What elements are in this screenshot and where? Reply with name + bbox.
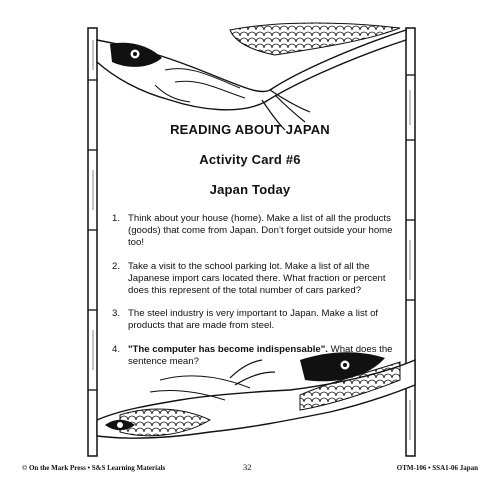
footer-page-number: 32 xyxy=(243,462,252,472)
list-item xyxy=(112,261,397,298)
footer-product-code: OTM-106 • SSA1-06 Japan xyxy=(396,464,478,472)
item-text: The steel industry is very important to Japan. Make a list of products that are made from steel. xyxy=(128,308,379,332)
left-bamboo-pole xyxy=(88,28,97,456)
topic-heading: Japan Today xyxy=(209,182,291,197)
list-item xyxy=(112,308,397,332)
item-number: 3. xyxy=(112,308,121,320)
footer-publisher: © On the Mark Press • S&S Learning Materials xyxy=(22,464,166,472)
item-number: 1. xyxy=(112,213,121,224)
top-carp-streamer xyxy=(97,23,406,130)
item-text: What does the sentence mean? xyxy=(128,343,393,367)
item-number: 2. xyxy=(112,260,121,272)
list-item xyxy=(112,344,397,368)
item-text: Take a visit to the school parking lot. Make a list of all the Japanese import cars located there. What fraction or percent does this represent of the total number of cars parked? xyxy=(128,260,386,297)
activity-card-heading: Activity Card #6 xyxy=(199,152,301,167)
item-text: Think about your house (home). Make a list of all the products (goods) that come from Japan. Don’t forget outside your home too! xyxy=(128,213,393,249)
item-number: 4. xyxy=(112,343,121,355)
list-item xyxy=(112,213,397,250)
activity-list xyxy=(112,213,397,379)
item-bold-quote: "The computer has become indispensable". xyxy=(128,343,328,355)
page-title: READING ABOUT JAPAN xyxy=(170,122,330,137)
right-bamboo-pole xyxy=(406,28,415,456)
